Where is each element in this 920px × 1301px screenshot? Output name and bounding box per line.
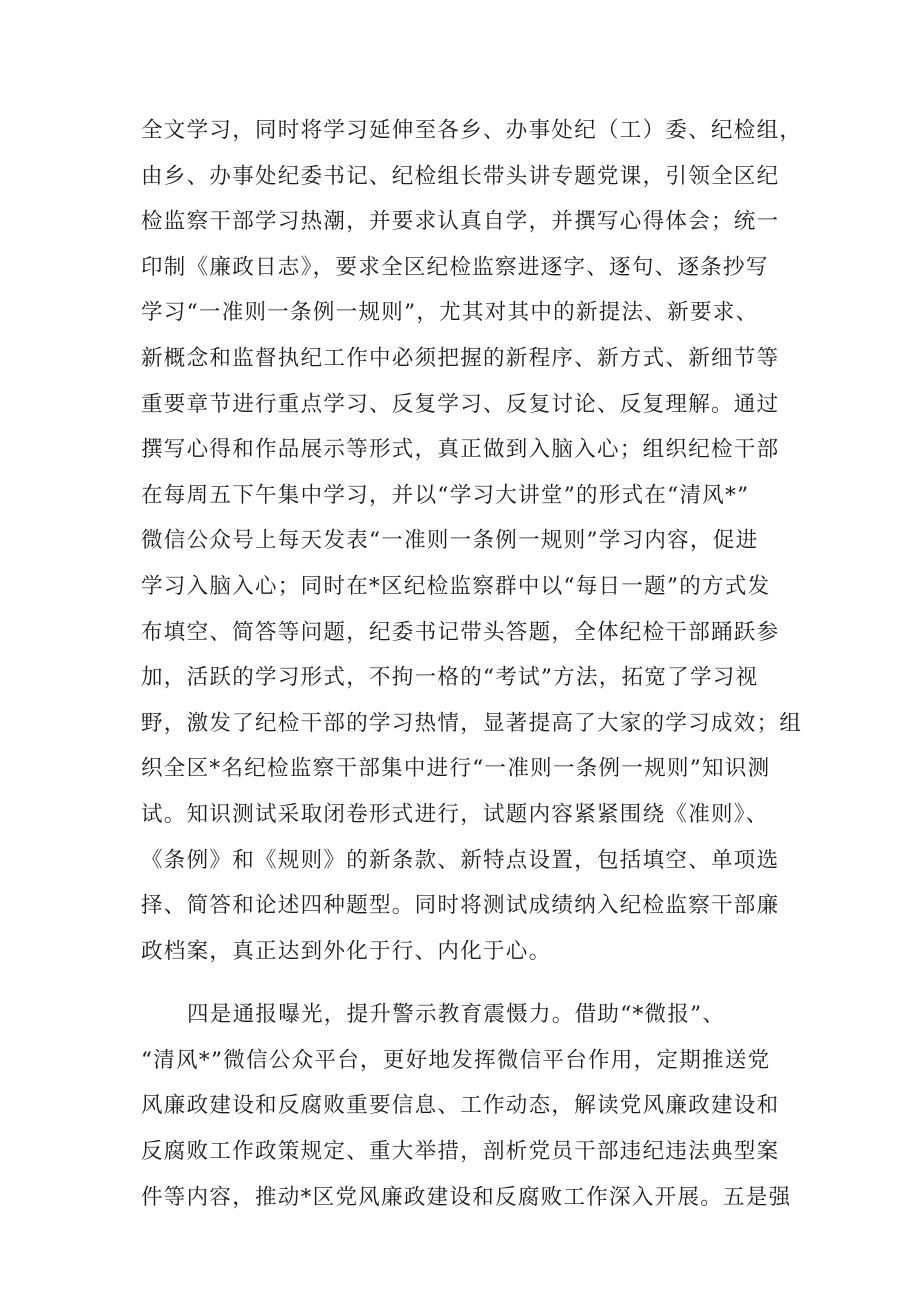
text-line: “清风*”微信公众平台，更好地发挥微信平台作用，定期推送党 (141, 1047, 771, 1073)
text-line: 学习入脑入心；同时在*区纪检监察群中以“每日一题”的方式发 (141, 573, 771, 599)
text-line: 风廉政建设和反腐败重要信息、工作动态，解读党风廉政建设和 (141, 1093, 780, 1119)
paragraph-spacer (141, 974, 801, 992)
text-line: 织全区*名纪检监察干部集中进行“一准则一条例一规则”知识测 (141, 756, 771, 782)
text-line: 由乡、办事处纪委书记、纪检组长带头讲专题党课，引领全区纪 (141, 163, 780, 189)
text-line: 在每周五下午集中学习，并以“学习大讲堂”的形式在“清风*” (141, 482, 750, 508)
text-line: 重要章节进行重点学习、反复学习、反复讨论、反复理解。通过 (141, 391, 780, 417)
text-line: 野，激发了纪检干部的学习热情，显著提高了大家的学习成效；组 (141, 710, 803, 736)
text-line: 检监察干部学习热潮，并要求认真自学，并撰写心得体会；统一 (141, 209, 780, 235)
text-line: 试。知识测试采取闭卷形式进行，试题内容紧紧围绕《准则》、 (141, 801, 769, 827)
text-line: 新概念和监督执纪工作中必须把握的新程序、新方式、新细节等 (141, 345, 780, 371)
text-line: 全文学习，同时将学习延伸至各乡、办事处纪（工）委、纪检组， (141, 118, 803, 143)
paragraph-1 (141, 108, 801, 974)
text-line: 反腐败工作政策规定、重大举措，剖析党员干部违纪违法典型案 (141, 1139, 780, 1165)
text-line: 印制《廉政日志》，要求全区纪检监察进逐字、逐句、逐条抄写 (141, 254, 769, 280)
paragraph-2 (141, 992, 801, 1220)
text-line: 学习“一准则一条例一规则”，尤其对其中的新提法、新要求、 (141, 300, 759, 326)
text-line: 《条例》和《规则》的新条款、新特点设置，包括填空、单项选 (141, 847, 780, 873)
text-line: 件等内容，推动*区党风廉政建设和反腐败工作深入开展。五是强 (141, 1184, 792, 1210)
text-line: 政档案，真正达到外化于行、内化于心。 (141, 938, 552, 964)
text-line: 布填空、简答等问题，纪委书记带头答题，全体纪检干部踊跃参 (141, 619, 780, 645)
text-line: 撰写心得和作品展示等形式，真正做到入脑入心；组织纪检干部 (141, 437, 780, 463)
text-line: 微信公众号上每天发表“一准则一条例一规则”学习内容，促进 (141, 528, 759, 554)
document-body (141, 108, 801, 1220)
text-line: 四是通报曝光，提升警示教育震慑力。借助“*微报”、 (187, 1002, 726, 1028)
text-line: 择、简答和论述四种题型。同时将测试成绩纳入纪检监察干部廉 (141, 893, 780, 919)
text-line: 加，活跃的学习形式，不拘一格的“考试”方法，拓宽了学习视 (141, 665, 759, 691)
